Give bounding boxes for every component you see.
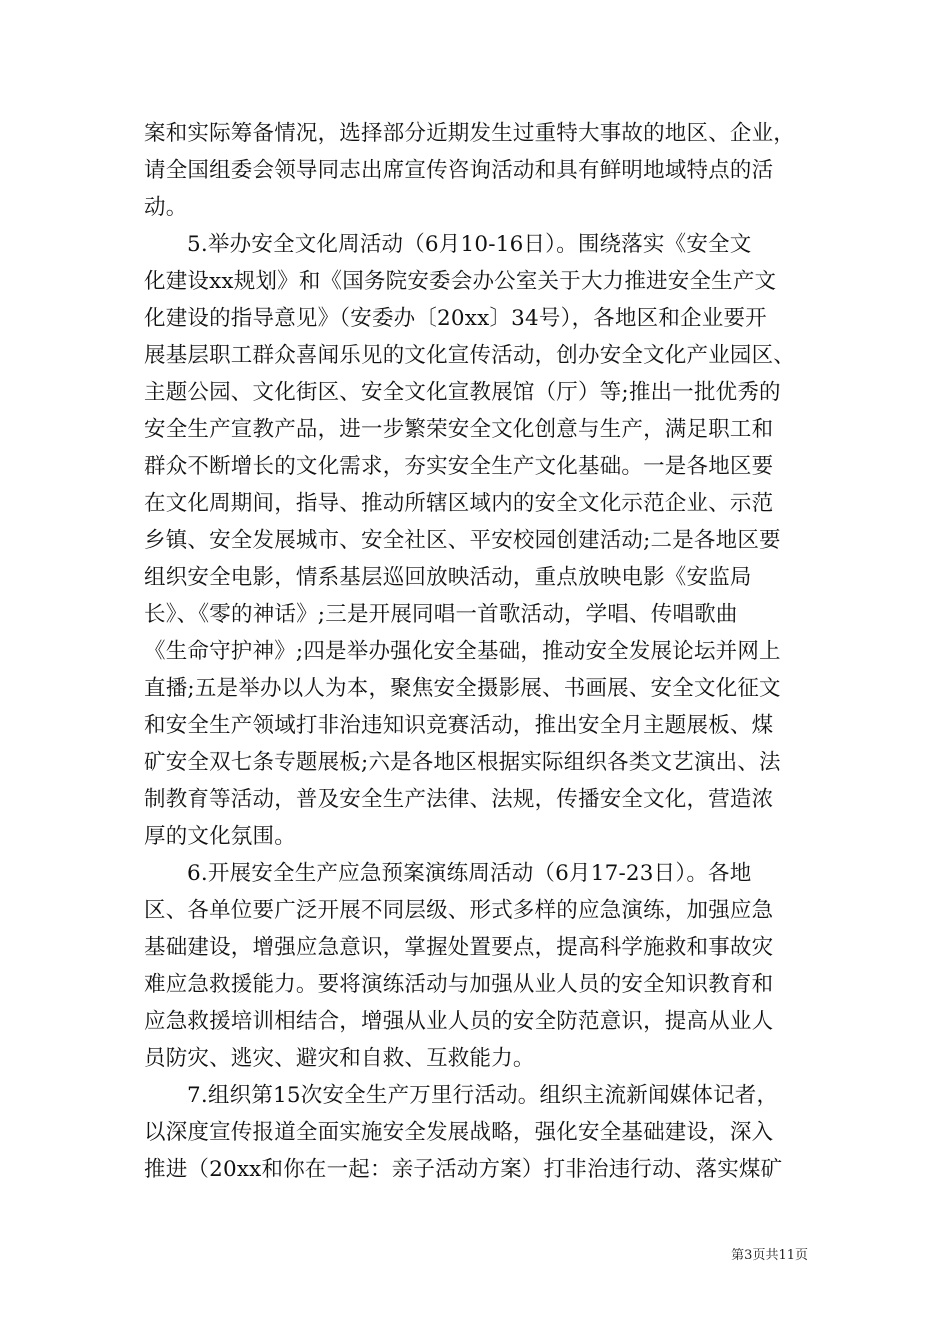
text-line: 5.举办安全文化周活动（6月10-16日）。围绕落实《安全文: [187, 232, 752, 257]
text-line: 厚的文化氛围。: [144, 824, 296, 849]
text-line: 组织安全电影，情系基层巡回放映活动，重点放映电影《安监局: [144, 565, 752, 590]
page-number: 第3页共11页: [731, 1248, 808, 1263]
text-line: 和安全生产领域打非治违知识竞赛活动，推出安全月主题展板、煤: [144, 713, 774, 738]
text-line: 员防灾、逃灾、避灾和自救、互救能力。: [144, 1046, 535, 1071]
text-line: 基础建设，增强应急意识，掌握处置要点，提高科学施救和事故灾: [144, 935, 774, 960]
text-line: 7.组织第15次安全生产万里行活动。组织主流新闻媒体记者，: [187, 1083, 779, 1108]
text-line: 群众不断增长的文化需求，夯实安全生产文化基础。一是各地区要: [144, 454, 774, 479]
text-line: 《生命守护神》;四是举办强化安全基础，推动安全发展论坛并网上: [144, 639, 781, 664]
text-line: 请全国组委会领导同志出席宣传咨询活动和具有鲜明地域特点的活: [144, 158, 774, 183]
text-line: 矿安全双七条专题展板;六是各地区根据实际组织各类文艺演出、法: [144, 750, 781, 775]
text-line: 6.开展安全生产应急预案演练周活动（6月17-23日）。各地: [187, 861, 752, 886]
document-body: [144, 115, 808, 1188]
text-line: 乡镇、安全发展城市、安全社区、平安校园创建活动;二是各地区要: [144, 528, 781, 553]
text-line: 在文化周期间，指导、推动所辖区域内的安全文化示范企业、示范: [144, 491, 774, 516]
text-line: 应急救援培训相结合，增强从业人员的安全防范意识，提高从业人: [144, 1009, 774, 1034]
text-line: 展基层职工群众喜闻乐见的文化宣传活动，创办安全文化产业园区、: [144, 343, 796, 368]
text-line: 推进（20xx和你在一起：亲子活动方案）打非治违行动、落实煤矿: [144, 1157, 783, 1182]
text-line: 化建设xx规划》和《国务院安委会办公室关于大力推进安全生产文: [144, 269, 777, 294]
text-line: 化建设的指导意见》（安委办〔20xx〕34号），各地区和企业要开: [144, 306, 767, 331]
text-line: 直播;五是举办以人为本，聚焦安全摄影展、书画展、安全文化征文: [144, 676, 781, 701]
text-line: 安全生产宣教产品，进一步繁荣安全文化创意与生产，满足职工和: [144, 417, 774, 442]
text-line: 主题公园、文化街区、安全文化宣教展馆（厅）等;推出一批优秀的: [144, 380, 781, 405]
text-line: 以深度宣传报道全面实施安全发展战略，强化安全基础建设，深入: [144, 1120, 774, 1145]
text-line: 难应急救援能力。要将演练活动与加强从业人员的安全知识教育和: [144, 972, 774, 997]
text-line: 动。: [144, 195, 188, 220]
text-line: 案和实际筹备情况，选择部分近期发生过重特大事故的地区、企业，: [144, 121, 796, 146]
text-line: 长》、《零的神话》;三是开展同唱一首歌活动，学唱、传唱歌曲: [144, 602, 738, 627]
text-line: 区、各单位要广泛开展不同层级、形式多样的应急演练，加强应急: [144, 898, 774, 923]
text-line: 制教育等活动，普及安全生产法律、法规，传播安全文化，营造浓: [144, 787, 774, 812]
